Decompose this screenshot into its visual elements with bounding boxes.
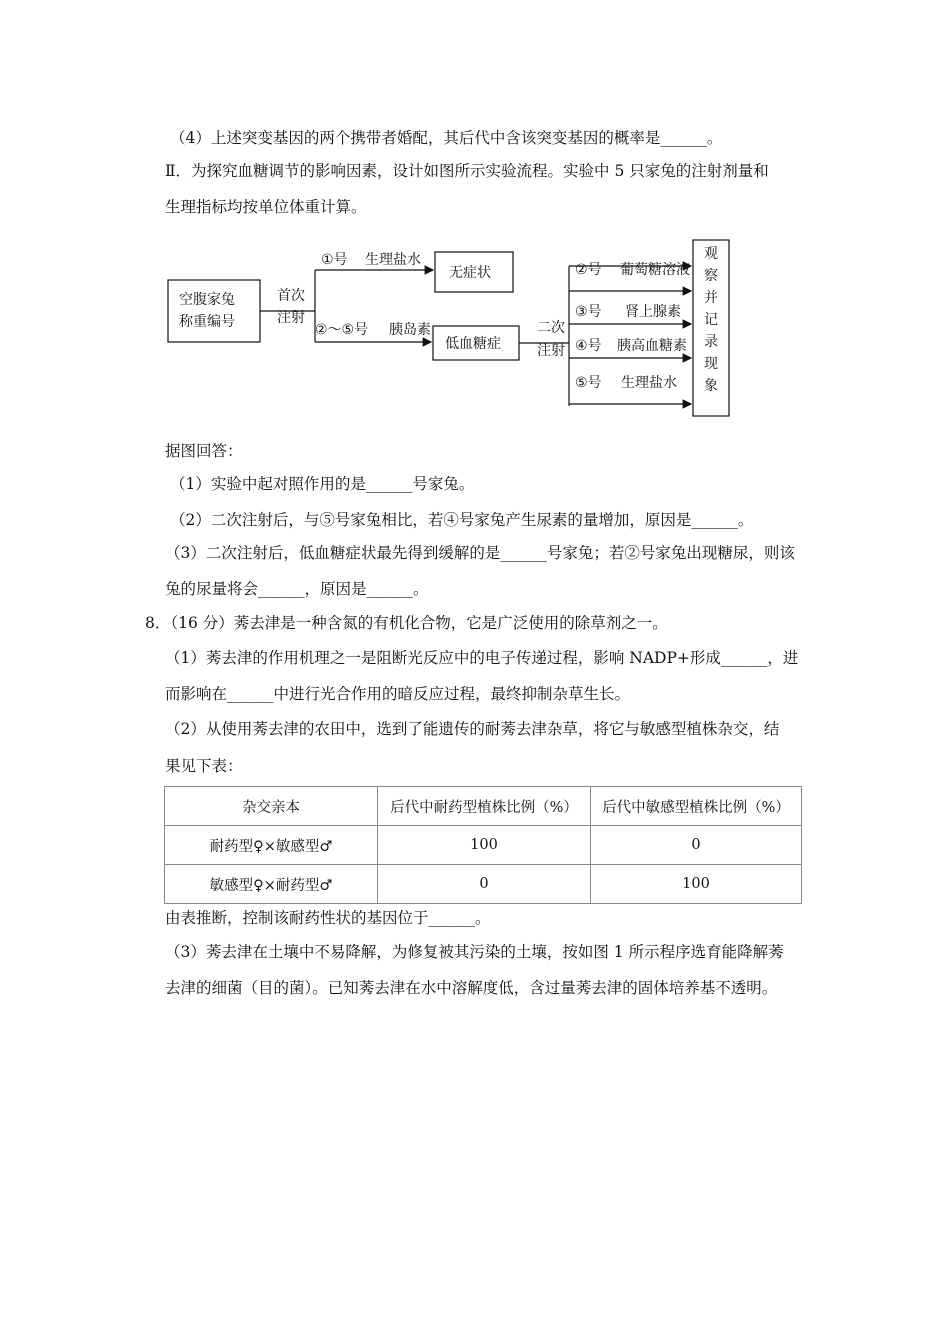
second-injection-1: 二次	[537, 320, 565, 336]
observe-char: 察	[704, 268, 718, 284]
branch1-number: ①号	[321, 252, 348, 268]
rabbit3-number: ③号	[575, 304, 602, 320]
table-inference: 由表推断，控制该耐药性状的基因位于______。	[165, 909, 491, 927]
first-injection-2: 注射	[277, 310, 305, 326]
q8-part-2: （2）从使用莠去津的农田中，选到了能遗传的耐莠去津杂草，将它与敏感型植株杂交，结	[165, 720, 780, 738]
rabbit4-agent: 胰高血糖素	[617, 338, 687, 354]
second-injection-2: 注射	[537, 343, 565, 359]
branch1-agent: 生理盐水	[365, 252, 421, 268]
table-row	[165, 865, 802, 904]
question-4-text: （4）上述突变基因的两个携带者婚配，其后代中含该突变基因的概率是______。	[170, 129, 723, 147]
observe-char: 并	[704, 290, 718, 306]
hypoglycemia-label: 低血糖症	[445, 336, 501, 352]
q8-part-2-cont: 果见下表：	[165, 757, 243, 775]
observe-char: 现	[704, 356, 718, 372]
section-2-intro-cont: 生理指标均按单位体重计算。	[165, 198, 367, 216]
table-header-cell: 杂交亲本	[165, 787, 378, 826]
table-cell: 敏感型♀×耐药型♂	[165, 865, 378, 904]
table-header-row	[165, 787, 802, 826]
table-cell: 0	[591, 826, 802, 865]
question-8-title: 8．（16 分）莠去津是一种含氮的有机化合物，它是广泛使用的除草剂之一。	[145, 614, 668, 632]
observe-char: 观	[704, 246, 718, 262]
q8-part-1-cont: 而影响在______中进行光合作用的暗反应过程，最终抑制杂草生长。	[165, 685, 631, 703]
sub-question-1: （1）实验中起对照作用的是______号家兔。	[170, 475, 475, 493]
first-injection-1: 首次	[277, 288, 305, 304]
start-box	[168, 280, 260, 342]
table-cell: 0	[378, 865, 591, 904]
sub-question-2: （2）二次注射后，与⑤号家兔相比，若④号家兔产生尿素的量增加，原因是______。	[170, 511, 754, 529]
sub-question-3-cont: 兔的尿量将会______，原因是______。	[165, 580, 429, 598]
cross-results-table	[164, 786, 802, 904]
start-label-1: 空腹家兔	[179, 292, 235, 308]
observe-char: 记	[704, 312, 718, 328]
table-header-cell: 后代中耐药型植株比例（%）	[378, 787, 591, 826]
rabbit3-agent: 肾上腺素	[625, 304, 681, 320]
start-label-2: 称重编号	[179, 314, 235, 330]
answer-prompt: 据图回答：	[165, 442, 243, 460]
rabbit5-agent: 生理盐水	[621, 375, 677, 391]
branch2-agent: 胰岛素	[389, 322, 431, 338]
table-cell: 100	[378, 826, 591, 865]
rabbit2-agent: 葡萄糖溶液	[620, 262, 690, 278]
q8-part-1: （1）莠去津的作用机理之一是阻断光反应中的电子传递过程，影响 NADP+形成______，进	[165, 649, 799, 667]
observe-char: 象	[704, 378, 718, 394]
observe-char: 录	[704, 334, 718, 350]
table-header-cell: 后代中敏感型植株比例（%）	[591, 787, 802, 826]
section-2-intro: Ⅱ．为探究血糖调节的影响因素，设计如图所示实验流程。实验中 5 只家兔的注射剂量和	[165, 162, 769, 180]
branch2-number: ②～⑤号	[315, 322, 369, 338]
experiment-flow-diagram	[165, 238, 735, 420]
no-symptom-label: 无症状	[449, 265, 491, 281]
rabbit2-number: ②号	[575, 262, 602, 278]
rabbit5-number: ⑤号	[575, 375, 602, 391]
q8-part-3: （3）莠去津在土壤中不易降解，为修复被其污染的土壤，按如图 1 所示程序选育能降解莠	[165, 943, 784, 961]
table-cell: 100	[591, 865, 802, 904]
observe-label	[704, 246, 718, 394]
sub-question-3: （3）二次注射后，低血糖症状最先得到缓解的是______号家兔；若②号家兔出现糖尿，则该	[165, 544, 795, 562]
table-cell: 耐药型♀×敏感型♂	[165, 826, 378, 865]
table-row	[165, 826, 802, 865]
q8-part-3-cont: 去津的细菌（目的菌）。已知莠去津在水中溶解度低，含过量莠去津的固体培养基不透明。	[165, 979, 778, 997]
rabbit4-number: ④号	[575, 338, 602, 354]
